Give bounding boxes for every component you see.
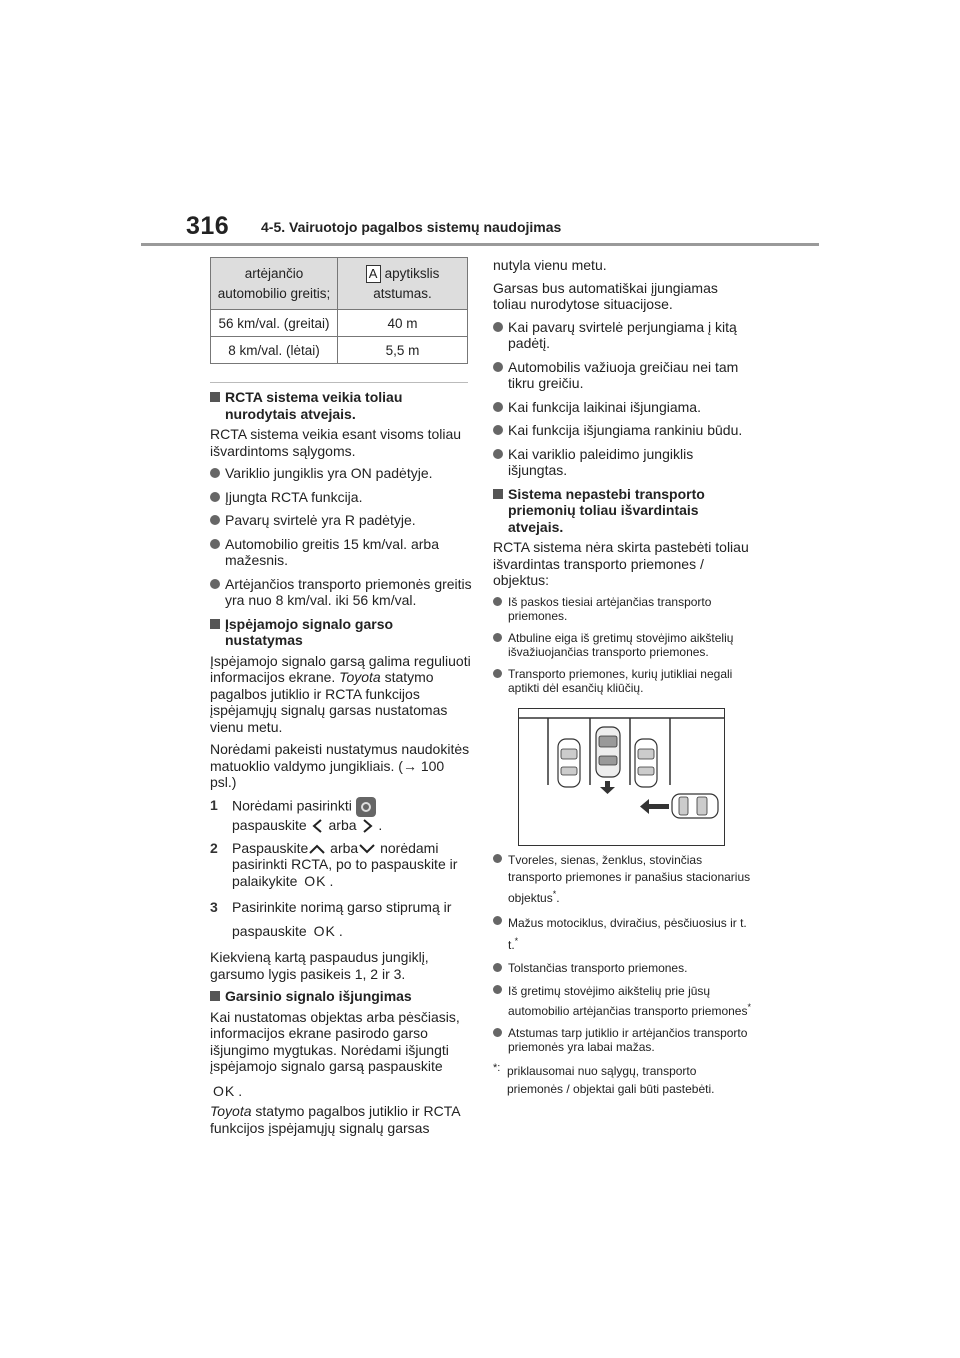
bullet-icon bbox=[493, 402, 503, 412]
chevron-down-icon bbox=[358, 843, 376, 855]
list-item: Kai funkcija laikinai išjungiama. bbox=[493, 399, 755, 416]
list-item: Pavarų svirtelė yra R padėtyje. bbox=[210, 512, 472, 529]
chevron-right-icon bbox=[360, 818, 374, 834]
square-bullet-icon bbox=[493, 489, 503, 499]
paragraph: Garsas bus automatiškai įjungiamas toliau nurodytose situacijose. bbox=[493, 279, 718, 312]
chevron-left-icon bbox=[311, 818, 325, 834]
settings-gear-icon bbox=[356, 797, 376, 817]
paragraph: Įspėjamojo signalo garsą galima reguliuoti informacijos ekrane. Toyota statymo pagalbos jutiklio ir RCTA funkcijos įspėjamųjų signalų garsas nustatomas vienu metu. bbox=[210, 652, 471, 735]
step-number: 2 bbox=[210, 839, 218, 856]
parked-car-right-icon bbox=[635, 739, 657, 787]
paragraph: Kiekvieną kartą paspaudus jungiklį, garsumo lygis pasikeis 1, 2 ir 3. bbox=[210, 949, 429, 982]
marker-a: A bbox=[366, 265, 381, 283]
left-column bbox=[210, 389, 472, 1142]
bullet-icon bbox=[493, 916, 502, 925]
bullet-icon bbox=[493, 985, 502, 994]
square-bullet-icon bbox=[210, 392, 220, 402]
paragraph: RCTA sistema nėra skirta pastebėti toliau išvardintas transporto priemones / objektus: bbox=[493, 539, 749, 588]
page-number: 316 bbox=[186, 212, 230, 240]
table-header-row bbox=[211, 258, 468, 310]
list-item: Variklio jungiklis yra ON padėtyje. bbox=[210, 465, 472, 482]
table-header-cell: artėjančio automobilio greitis; bbox=[211, 258, 338, 310]
bullet-icon bbox=[210, 539, 220, 549]
parking-diagram bbox=[519, 709, 724, 845]
list-item: Automobilio greitis 15 km/val. arba mažesnis. bbox=[210, 536, 472, 569]
step-1: 1 Norėdami pasirinkti paspauskite arba . bbox=[210, 796, 383, 833]
list-item: Automobilis važiuoja greičiau nei tam tikru greičiu. bbox=[493, 359, 755, 392]
bullet-icon bbox=[493, 425, 503, 435]
list-item: Kai funkcija išjungiama rankiniu būdu. bbox=[493, 422, 755, 439]
bullet-icon bbox=[493, 963, 502, 972]
square-bullet-icon bbox=[210, 619, 220, 629]
bullet-icon bbox=[210, 492, 220, 502]
section-heading: Sistema nepastebi transporto priemonių toliau išvardintais atvejais. bbox=[493, 486, 755, 536]
ok-button-label: OK bbox=[313, 923, 336, 940]
list-item: Iš paskos tiesiai artėjančias transporto priemones. bbox=[493, 595, 755, 624]
ok-button-label: OK bbox=[213, 1082, 236, 1099]
parked-car-left-icon bbox=[558, 739, 580, 787]
list-item: Kai variklio paleidimo jungiklis išjungtas. bbox=[493, 446, 755, 479]
approach-arrow-icon bbox=[640, 799, 669, 814]
chapter-title: 4-5. Vairuotojo pagalbos sistemų naudojimas bbox=[261, 219, 562, 235]
section-heading: RCTA sistema veikia toliau nurodytais atvejais. bbox=[210, 389, 472, 422]
list-item: Atbuline eiga iš gretimų stovėjimo aikštelių išvažiuojančias transporto priemones. bbox=[493, 631, 755, 660]
step-number: 3 bbox=[210, 899, 218, 916]
bullet-icon bbox=[493, 633, 502, 642]
brand-name: Toyota bbox=[210, 1103, 252, 1120]
step-number: 1 bbox=[210, 796, 218, 813]
ok-button-label: OK bbox=[304, 872, 327, 889]
paragraph: Norėdami pakeisti nustatymus naudokitės matuoklio valdymo jungikliais. (→ 100 psl.) bbox=[210, 741, 470, 790]
distance-table bbox=[210, 257, 468, 364]
table-row bbox=[211, 337, 468, 364]
table-cell: 8 km/val. (lėtai) bbox=[211, 337, 338, 364]
list-item: Artėjančios transporto priemonės greitis yra nuo 8 km/val. iki 56 km/val. bbox=[210, 576, 472, 609]
list-item: Įjungta RCTA funkcija. bbox=[210, 489, 472, 506]
right-column bbox=[493, 257, 755, 703]
bullet-icon bbox=[493, 669, 502, 678]
list-item: Transporto priemones, kurių jutikliai negali aptikti dėl esančių kliūčių. bbox=[493, 667, 755, 696]
list-item: Iš gretimų stovėjimo aikštelių prie jūsų automobilio artėjančias transporto priemones* bbox=[493, 983, 755, 1019]
section-heading: Įspėjamojo signalo garso nustatymas bbox=[210, 616, 472, 649]
bullet-icon bbox=[210, 468, 220, 478]
list-item: Kai pavarų svirtelė perjungiama į kitą padėtį. bbox=[493, 319, 755, 352]
table-cell: 5,5 m bbox=[338, 337, 468, 364]
brand-name: Toyota bbox=[339, 669, 381, 685]
table-cell: 40 m bbox=[338, 310, 468, 337]
bullet-icon bbox=[493, 597, 502, 606]
list-item: Tolstančias transporto priemones. bbox=[493, 961, 755, 976]
parking-illustration bbox=[518, 708, 725, 846]
paragraph: OK . bbox=[210, 1083, 472, 1100]
section-heading: Garsinio signalo išjungimas bbox=[210, 988, 472, 1005]
header-rule bbox=[141, 243, 819, 246]
paragraph: Kai nustatomas objektas arba pėsčiasis, informacijos ekrane pasirodo garso išjungimo mygtukas. Norėdami išjungti įspėjamojo signalo garsą paspauskite bbox=[210, 1008, 460, 1075]
approaching-car-icon bbox=[672, 794, 718, 818]
step-2: 2 Paspauskite arba norėdami pasirinkti RCTA, po to paspauskite ir palaikykite OK . bbox=[210, 839, 458, 889]
bullet-icon bbox=[493, 449, 503, 459]
footnote: *: priklausomai nuo sąlygų, transporto priemonės / objektai gali būti pastebėti. bbox=[493, 1061, 715, 1096]
bullet-icon bbox=[493, 362, 503, 372]
paragraph: nutyla vienu metu. bbox=[493, 257, 607, 273]
list-item: Tvoreles, sienas, ženklus, stovinčias transporto priemones ir panašius stacionarius objektus*. bbox=[493, 852, 755, 907]
chevron-up-icon bbox=[308, 843, 326, 855]
table-row bbox=[211, 310, 468, 337]
paragraph: Toyota statymo pagalbos jutiklio ir RCTA funkcijos įspėjamųjų signalų garsas bbox=[210, 1103, 460, 1136]
square-bullet-icon bbox=[210, 991, 220, 1001]
bullet-icon bbox=[210, 515, 220, 525]
bullet-icon bbox=[493, 322, 503, 332]
table-header-cell: A apytikslis atstumas. bbox=[338, 258, 468, 310]
list-item: Mažus motociklus, dviračius, pėsčiuosius ir t. t.* bbox=[493, 914, 755, 954]
bullet-icon bbox=[493, 854, 502, 863]
reverse-arrow-icon bbox=[600, 781, 615, 794]
table-cell: 56 km/val. (greitai) bbox=[211, 310, 338, 337]
bullet-icon bbox=[493, 1028, 502, 1037]
paragraph: RCTA sistema veikia esant visoms toliau išvardintoms sąlygoms. bbox=[210, 426, 462, 459]
step-3: 3 Pasirinkite norimą garso stiprumą ir paspauskite OK . bbox=[210, 895, 472, 943]
list-item: Atstumas tarp jutiklio ir artėjančios transporto priemonės yra labai mažas. bbox=[493, 1026, 755, 1055]
section-divider bbox=[210, 382, 468, 383]
bullet-icon bbox=[210, 579, 220, 589]
right-column-lower bbox=[493, 852, 755, 1098]
own-car-reversing-icon bbox=[596, 727, 620, 777]
